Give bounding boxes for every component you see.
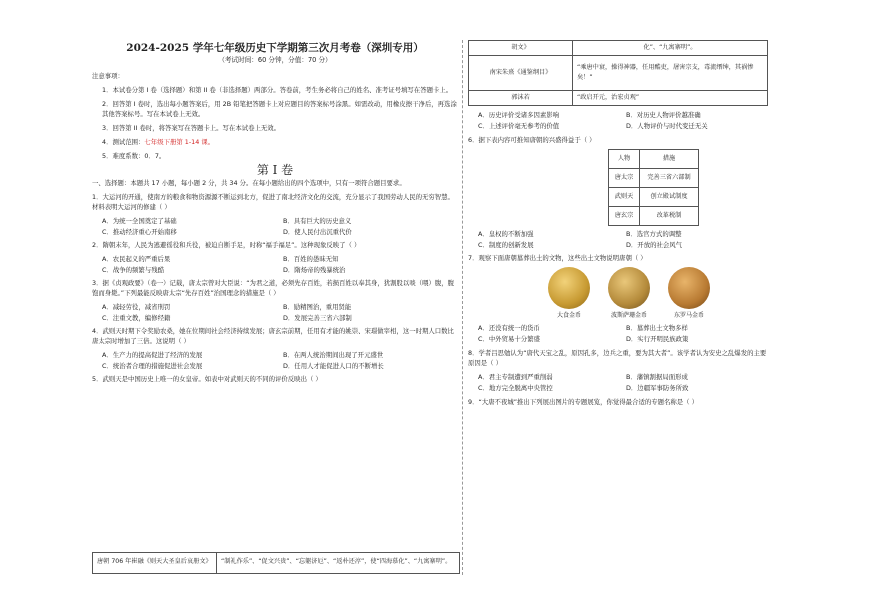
option-d[interactable]: D．发展完善三省六部制: [283, 314, 352, 322]
question-1: [92, 192, 458, 238]
table-row: [609, 169, 699, 188]
option-c[interactable]: C．中外贸易十分繁盛: [478, 335, 540, 343]
column-divider: [462, 40, 463, 575]
option-a[interactable]: A．生产力的提高促进了经济的发展: [102, 351, 203, 359]
question-6: [468, 135, 768, 251]
question-3: [92, 278, 458, 324]
question-7: [468, 253, 768, 345]
question-8: [468, 348, 768, 394]
question-9: [468, 397, 768, 407]
option-b[interactable]: B．藩镇割据局面形成: [626, 373, 688, 381]
dashi-coin-image: [548, 267, 590, 309]
table-row: [469, 56, 768, 91]
table-header-cell: 措施: [640, 150, 699, 169]
right-column: [468, 40, 768, 411]
q6-table: [608, 149, 699, 226]
table-header-cell: 人物: [609, 150, 640, 169]
table-cell: 改革税制: [640, 207, 699, 226]
option-b[interactable]: B．选官方式的调整: [626, 230, 682, 238]
question-stem: 3．据《贞观政要》（卷一）记载，唐太宗曾对大臣说：“为君之道，必须先存百姓，若损百姓以奉其身，犹割股以啖（喂）腹，腹饱而身毙。”下列最能反映唐太宗“先存百姓”治国理念的措施是（ ）: [92, 279, 455, 297]
option-d[interactable]: D．使人民付出沉重代价: [283, 228, 352, 236]
exam-subtitle: （考试时间：60 分钟，分值：70 分）: [218, 56, 332, 64]
q5-source: 唐朝 706 年崔融《则天大圣皇后哀册文》: [93, 553, 217, 573]
coin-sasanian: [608, 267, 650, 321]
option-b[interactable]: B．墓葬出土文物多样: [626, 324, 688, 332]
coin-dashi: [548, 267, 590, 321]
question-5: [92, 374, 458, 384]
question-stem: 1．大运河的开通，使南方的粮食和物资源源不断运到北方，促进了南北经济文化的交流，充分显示了我国劳动人民的无穷智慧。材料表明大运河的修建（ ）: [92, 193, 454, 211]
option-d[interactable]: D．人物评价与时代变迁无关: [626, 122, 708, 130]
q5-table-first-row: [92, 552, 460, 574]
question-stem: 2．隋朝末年，人民为逃避徭役和兵役，被迫自断手足，时称“福手福足”。这种现象反映了（ ）: [92, 241, 361, 249]
table-cell: 唐太宗: [609, 169, 640, 188]
option-a[interactable]: A．农民起义的严重后果: [102, 255, 171, 263]
option-d[interactable]: D．实行开明民族政策: [626, 335, 689, 343]
option-a[interactable]: A．为统一全国奠定了基础: [102, 217, 177, 225]
table-cell: 创立殿试制度: [640, 188, 699, 207]
option-b[interactable]: B．具有巨大的历史意义: [283, 217, 352, 225]
part1-intro: 一、选择题：本题共 17 小题，每小题 2 分，共 34 分。在每小题给出的四个选项中，只有一项符合题目要求。: [92, 179, 406, 187]
table-cell: 唐玄宗: [609, 207, 640, 226]
note-1: 1．本试卷分第 I 卷（选择题）和第 II 卷（非选择题）两部分。答卷前，考生务必将自己的姓名、准考证号填写在答题卡上。: [102, 86, 453, 94]
option-b[interactable]: B．在两人统治期间出现了开元盛世: [283, 351, 384, 359]
table-row: [609, 150, 699, 169]
table-cell: 胡文》: [469, 41, 573, 56]
option-a[interactable]: A．君主专制遭到严重削弱: [478, 373, 553, 381]
coin-caption: 东罗马金币: [673, 312, 704, 319]
option-c[interactable]: C．上述评价毫无参考的价值: [478, 122, 560, 130]
question-stem: 6．据下表内容可推知唐朝的兴盛得益于（ ）: [468, 136, 596, 144]
table-row: [609, 188, 699, 207]
note-3: 3．回答第 II 卷时，将答案写在答题卡上。写在本试卷上无效。: [102, 124, 281, 132]
table-cell: 武则天: [609, 188, 640, 207]
table-cell: “政启开元，治宏贞观”: [573, 91, 768, 106]
option-a[interactable]: A．皇权的不断加强: [478, 230, 534, 238]
section-title: 第 I 卷: [256, 163, 294, 177]
coin-caption: 波斯萨珊金币: [610, 312, 647, 319]
option-a[interactable]: A．历史评价受诸多因素影响: [478, 111, 560, 119]
note-2: 2．回答第 I 卷时，选出每小题答案后，用 2B 铅笔把答题卡上对应题目的答案标号涂黑。如需改动，用橡皮擦干净后，再选涂其他答案标号。写在本试卷上无效。: [102, 100, 457, 118]
table-cell: 化”、“九寓寨明”。: [573, 41, 768, 56]
option-c[interactable]: C．推动经济重心开始南移: [102, 228, 177, 236]
option-c[interactable]: C．注重文教，编修经籍: [102, 314, 171, 322]
option-d[interactable]: D．开放的社会风气: [626, 241, 683, 249]
option-b[interactable]: B．励精图治，重用贤能: [283, 303, 352, 311]
option-c[interactable]: C．制度的创新发展: [478, 241, 534, 249]
notes-block: [92, 71, 458, 161]
note-4: [92, 137, 458, 147]
question-2: [92, 240, 458, 276]
table-cell: “乘唐中衰，操得神器，任用酷吏，屠害宗支，毒流缙绅，其祸惨矣！”: [573, 56, 768, 91]
question-stem: 7．观察下面唐朝墓葬出土的文物，这些出土文物说明唐朝（ ）: [468, 254, 647, 262]
q5-options: [468, 110, 768, 132]
option-d[interactable]: D．隋炀帝的残暴统治: [283, 266, 346, 274]
sasanian-coin-image: [608, 267, 650, 309]
option-c[interactable]: C．战争的频繁与残酷: [102, 266, 164, 274]
note-4-range: 七年级下册第 1-14 课。: [144, 138, 215, 146]
table-row: [469, 41, 768, 56]
notes-heading: 注意事项：: [92, 72, 124, 80]
coin-images: [548, 267, 768, 321]
coin-caption: 大食金币: [556, 312, 581, 319]
q5-table: [468, 40, 768, 106]
note-4-label: 4．测试范围：: [102, 138, 145, 146]
option-c[interactable]: C．统治者合理的措施促进社会发展: [102, 362, 203, 370]
question-stem: 8．学者吕思勉认为“唐代天宝之乱，原因孔多，边兵之重，要为其大者”。该学者认为安史之乱爆发的主要原因是（ ）: [468, 349, 767, 367]
option-b[interactable]: B．对历史人物评价越准确: [626, 111, 701, 119]
option-d[interactable]: D．任用人才能促进人口的不断增长: [283, 362, 384, 370]
question-stem: 4．武则天时期下令奖励农桑，她在位期间社会经济持续发展；唐玄宗前期，任用有才能的姚崇、宋璟做宰相，这一时期人口数比唐太宗时增加了三倍。这说明（ ）: [92, 327, 454, 345]
option-d[interactable]: D．边疆军事防务所致: [626, 384, 689, 392]
question-stem: 9．“大唐不夜城”推出下列展出图片的专题展览，你觉得最合适的专题名称是（ ）: [468, 398, 698, 406]
left-column: [92, 40, 458, 388]
table-cell: 完善三省六部制: [640, 169, 699, 188]
question-4: [92, 326, 458, 372]
exam-title: 2024-2025 学年七年级历史下学期第三次月考卷（深圳专用）: [126, 42, 424, 54]
q5-quote: “制礼作乐”、“促文兴贵”、“忘躯济厄”、“返朴还淳”，使“四海慕化”、“九寓寨明”。: [221, 558, 452, 565]
question-stem: 5．武则天是中国历史上唯一的女皇帝。如表中对武则天的不同的评价反映出（ ）: [92, 375, 322, 383]
byzantine-coin-image: [668, 267, 710, 309]
note-5: 5．难度系数：0．7。: [102, 152, 166, 160]
table-row: [469, 91, 768, 106]
table-cell: 南宋朱熹《通鉴纲目》: [469, 56, 573, 91]
option-b[interactable]: B．百姓的愚昧无知: [283, 255, 339, 263]
option-a[interactable]: A．减轻劳役，减省刑罚: [102, 303, 171, 311]
option-a[interactable]: A．还没有统一的货币: [478, 324, 540, 332]
table-cell: 郭沫若: [469, 91, 573, 106]
table-row: [609, 207, 699, 226]
option-c[interactable]: C．地方完全脱离中央管控: [478, 384, 553, 392]
coin-byzantine: [668, 267, 710, 321]
